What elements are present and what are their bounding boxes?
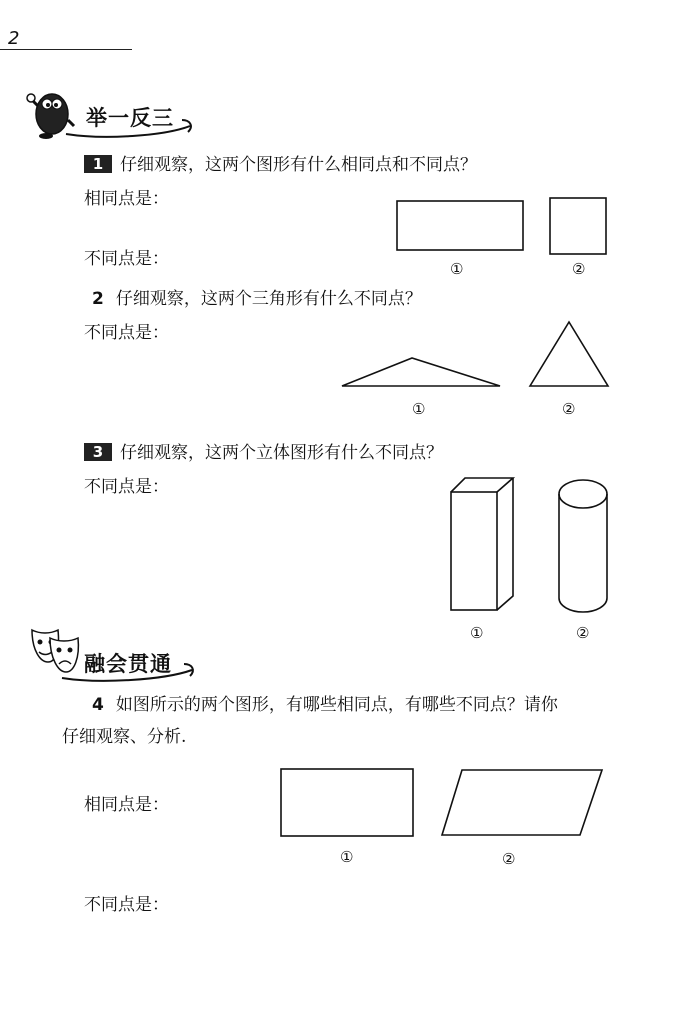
q2-figure-2-label: ② [562, 400, 576, 418]
q3-diff-label: 不同点是： [84, 477, 169, 497]
q2-obtuse-triangle-shape [340, 356, 504, 390]
q2-figure-1-label: ① [412, 400, 426, 418]
header-rule [0, 49, 132, 50]
question-2-text: 仔细观察，这两个三角形有什么不同点？ [115, 289, 422, 309]
question-3 [84, 442, 443, 464]
question-2 [92, 288, 422, 310]
q1-figure-2-label: ② [572, 260, 586, 278]
question-1-number: 1 [84, 155, 112, 173]
q2-diff-label: 不同点是： [84, 323, 169, 343]
q3-cylinder-shape [556, 478, 612, 616]
q4-rectangle-shape [280, 768, 416, 838]
q1-figure-1-label: ① [450, 260, 464, 278]
q4-parallelogram-shape [440, 768, 606, 838]
question-4-line-1 [92, 694, 558, 716]
q4-figure-2-label: ② [502, 850, 516, 868]
q1-same-label: 相同点是： [84, 189, 169, 209]
question-2-number: 2 [92, 289, 104, 309]
question-1 [84, 154, 477, 176]
q3-figure-1-label: ① [470, 624, 484, 642]
page-number: 2 [8, 28, 20, 49]
q3-cuboid-shape [449, 476, 519, 614]
section-1-header [24, 80, 194, 142]
question-1-text: 仔细观察，这两个图形有什么相同点和不同点？ [120, 155, 477, 175]
q2-equilateral-triangle-shape [528, 320, 612, 390]
question-4-number: 4 [92, 695, 104, 715]
q1-rectangle-shape [396, 200, 526, 252]
section-1-title: 举一反三 [86, 106, 174, 130]
question-3-number: 3 [84, 443, 112, 461]
question-4-text-line-1: 如图所示的两个图形，有哪些相同点，有哪些不同点？请你 [115, 695, 558, 715]
section-2-title: 融会贯通 [84, 652, 172, 676]
q4-diff-label: 不同点是： [84, 895, 169, 915]
q4-figure-1-label: ① [340, 848, 354, 866]
q3-figure-2-label: ② [576, 624, 590, 642]
q1-diff-label: 不同点是： [84, 249, 169, 269]
section-2-header [26, 620, 196, 684]
question-3-text: 仔细观察，这两个立体图形有什么不同点？ [120, 443, 443, 463]
q4-same-label: 相同点是： [84, 795, 169, 815]
q1-square-shape [549, 197, 609, 255]
question-4-text-line-2: 仔细观察、分析. [62, 727, 187, 747]
